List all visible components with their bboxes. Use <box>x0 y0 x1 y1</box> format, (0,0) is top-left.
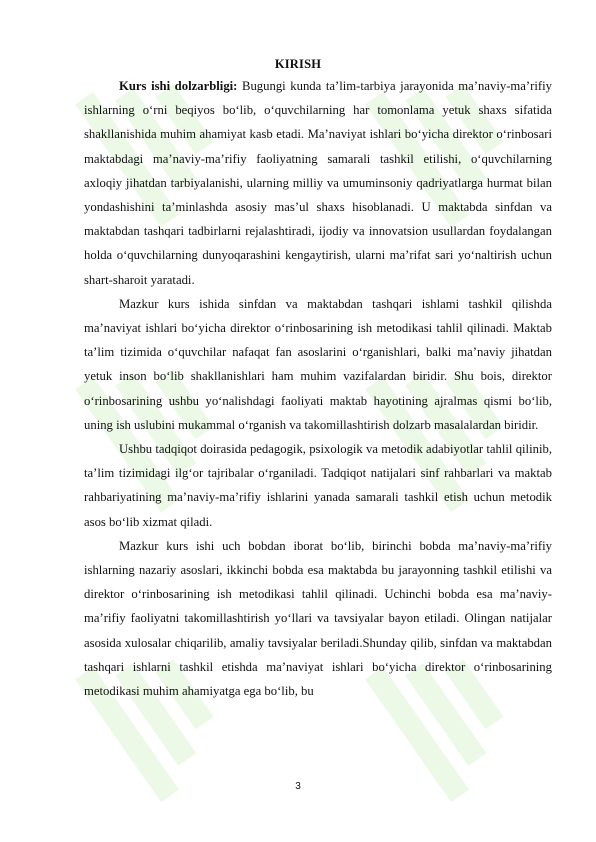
paragraph-research: Ushbu tadqiqot doirasida pedagogik, psixologik va metodik adabiyotlar tahlil qilinib, ta’lim tizimidagi ilg‘or tajribalar o‘rganiladi. Tadqiqot natijalari sinf rahbarlari va maktab rahbariyatining ma’naviy-ma’rifiy ishlarini yanada samarali tashkil etish uchun metodik asos bo‘lib xizmat qiladi. <box>84 442 552 529</box>
page-number: 3 <box>295 781 301 792</box>
paragraph-structure: Mazkur kurs ishi uch bobdan iborat bo‘lib, birinchi bobda ma’naviy-ma’rifiy ishlarning nazariy asoslari, ikkinchi bobda esa maktabda bu jarayonning tashkil etilishi va direktor o‘rinbosarining ish metodikasi tahlil qilinadi. Uchinchi bobda esa ma’naviy-ma’rifiy faoliyatni takomillashtirish yo‘llari va tavsiyalar bayon etiladi. Olingan natijalar asosida xulosalar chiqarilib, amaliy tavsiyalar beriladi.Shunday qilib, sinfdan va maktabdan tashqari ishlarni tashkil etishda ma’naviyat ishlari bo‘yicha direktor o‘rinbosarining metodikasi muhim ahamiyatga ega bo‘lib, bu <box>84 538 552 699</box>
paragraph-lead: Kurs ishi dolzarbligi: <box>119 79 238 93</box>
paragraph-text: Bugungi kunda ta’lim-tarbiya jarayonida ma’naviy-ma’rifiy ishlarning o‘rni beqiyos bo‘lib, o‘quvchilarning har tomonlama yetuk shaxs sifatida shakllanishida muhim ahamiyat kasb etadi. Ma’naviyat ishlari bo‘yicha direktor o‘rinbosari maktabdagi ma’naviy-ma’rifiy faoliyatning samarali tashkil etilishi, o‘quvchilarning axloqiy jihatdan tarbiyalanishi, ularning milliy va umuminsoniy qadriyatlarga hurmat bilan yondashishini ta’minlashda asosiy mas’ul shaxs hisoblanadi. U maktabda sinfdan va maktabdan tashqari tadbirlarni rejalashtiradi, ijodiy va innovatsion usullardan foydalangan holda o‘quvchilarning dunyoqarashini kengaytirish, ularni ma’rifat sari yo‘naltirish uchun shart-sharoit yaratadi. <box>84 79 552 287</box>
body-text <box>84 74 552 703</box>
page-title: KIRISH <box>274 57 322 71</box>
paragraph-methodology: Mazkur kurs ishida sinfdan va maktabdan tashqari ishlami tashkil qilishda ma’naviyat ishlari bo‘yicha direktor o‘rinbosarining ish metodikasi tahlil qilinadi. Maktab ta’lim tizimida o‘quvchilar nafaqat fan asoslarini o‘rganishlari, balki ma’naviy jihatdan yetuk inson bo‘lib shakllanishlari ham muhim vazifalardan biridir. Shu bois, direktor o‘rinbosarining ushbu yo‘nalishdagi faoliyati maktab hayotining ajralmas qismi bo‘lib, uning ish uslubini mukammal o‘rganish va takomillashtirish dolzarb masalalardan biridir. <box>84 296 552 432</box>
paragraph-relevance <box>84 74 552 292</box>
